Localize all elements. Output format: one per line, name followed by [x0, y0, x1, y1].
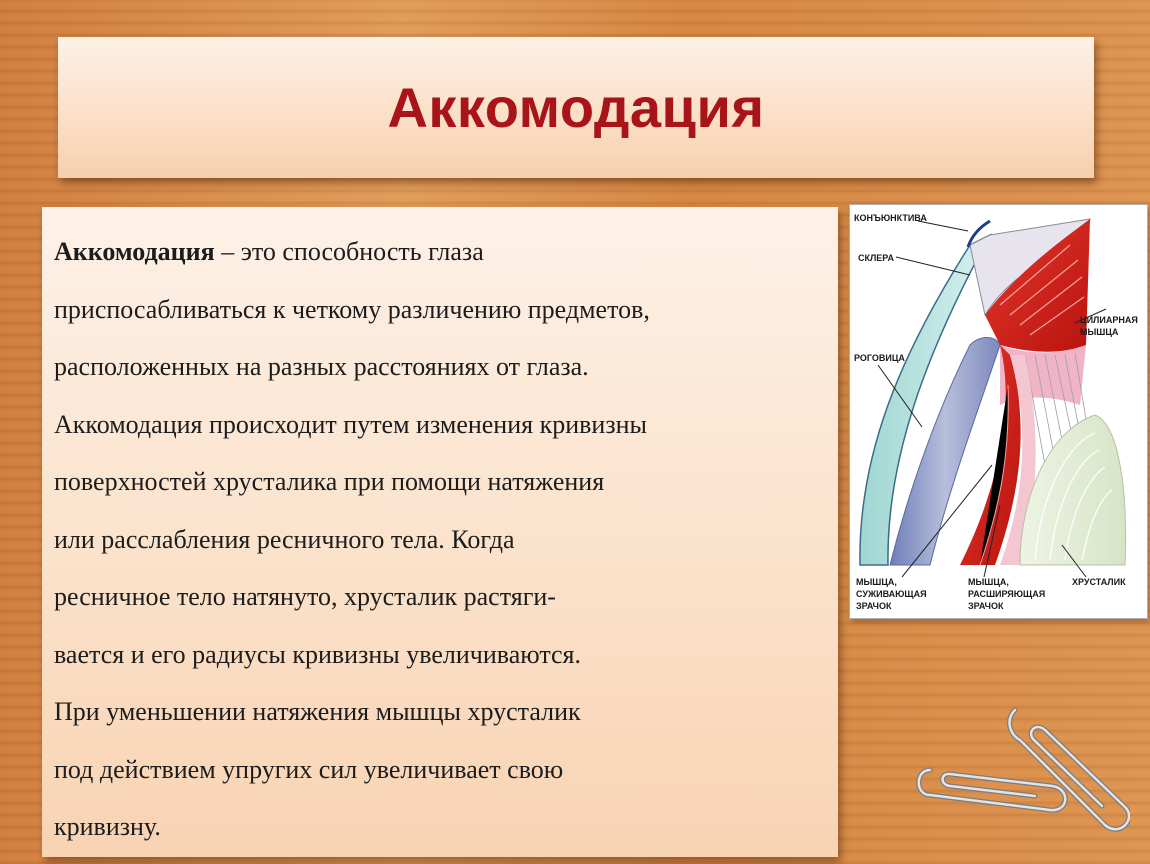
- body-line: под действием упругих сил увеличивает свою: [54, 754, 564, 784]
- label-conjunctiva: КОНЪЮНКТИВА: [854, 213, 927, 223]
- body-line: При уменьшении натяжения мышцы хрусталик: [54, 697, 581, 726]
- label-cornea: РОГОВИЦА: [854, 353, 905, 363]
- label-constrictor-1: МЫШЦА,: [856, 577, 897, 587]
- slide-title: Аккомодация: [387, 76, 765, 139]
- label-dilator-2: РАСШИРЯЮЩАЯ: [968, 589, 1046, 599]
- text-panel: [42, 207, 838, 857]
- body-line: или расслабления ресничного тела. Когда: [54, 524, 515, 554]
- paperclips-decoration: [910, 700, 1130, 840]
- paperclip-icon: [1010, 710, 1129, 829]
- body-line: приспосабливаться к четкому различению предметов,: [54, 294, 650, 324]
- body-line: Аккомодация происходит путем изменения кривизны: [54, 409, 647, 439]
- body-line: поверхностей хрусталика при помощи натяжения: [54, 467, 605, 496]
- body-line-1: [54, 223, 834, 281]
- body-text: [54, 223, 834, 856]
- body-line: ресничное тело натянуто, хрусталик растяги-: [54, 582, 556, 611]
- body-line: вается и его радиусы кривизны увеличиваются.: [54, 639, 582, 669]
- title-panel: [58, 37, 1094, 178]
- label-dilator-1: МЫШЦА,: [968, 577, 1009, 587]
- label-constrictor-3: ЗРАЧОК: [856, 601, 892, 611]
- label-sclera: СКЛЕРА: [858, 253, 895, 263]
- definition-start: – это способность глаза: [214, 237, 484, 266]
- label-dilator-3: ЗРАЧОК: [968, 601, 1004, 611]
- term: Аккомодация: [54, 237, 215, 266]
- label-lens: ХРУСТАЛИК: [1072, 577, 1126, 587]
- eye-anatomy-figure: [849, 204, 1148, 619]
- eye-anatomy-illustration: [850, 205, 1147, 618]
- body-line: кривизну.: [54, 812, 161, 841]
- label-ciliary-muscle-1: ЦИЛИАРНАЯ: [1080, 315, 1138, 325]
- paperclip-icon: [919, 770, 1066, 810]
- label-ciliary-muscle-2: МЫШЦА: [1080, 327, 1119, 337]
- body-line: расположенных на разных расстояниях от глаза.: [54, 352, 589, 381]
- label-constrictor-2: СУЖИВАЮЩАЯ: [856, 589, 927, 599]
